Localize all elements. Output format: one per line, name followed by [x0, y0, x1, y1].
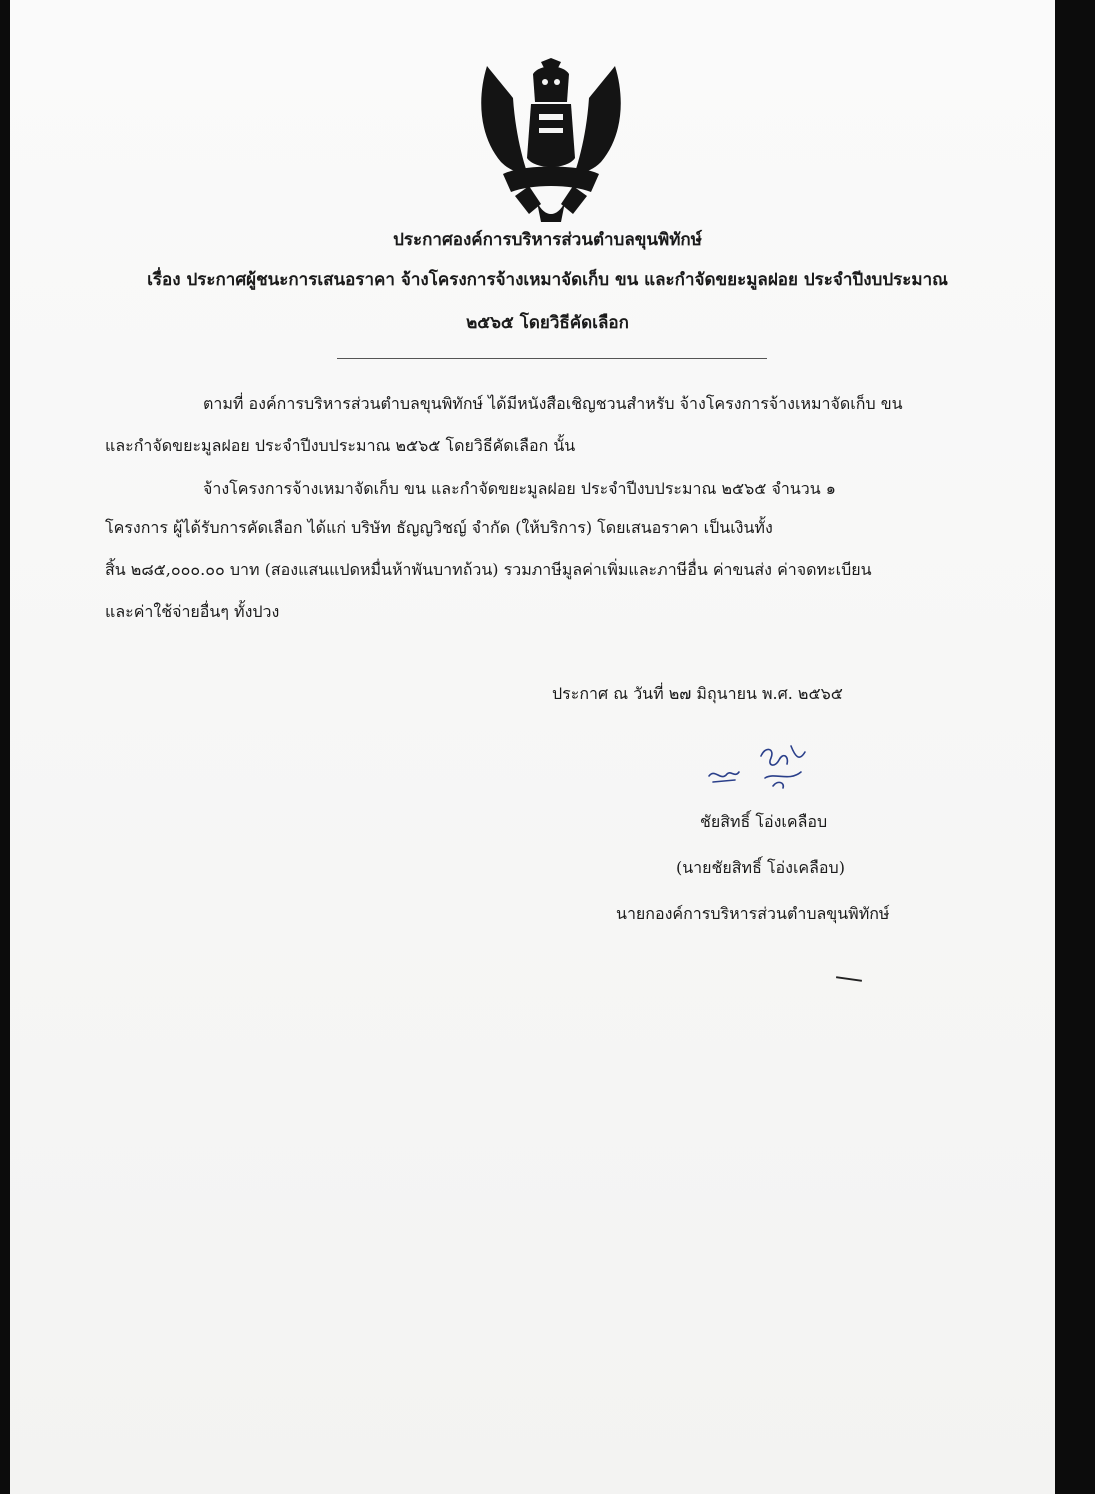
- document-page: [10, 0, 1055, 1494]
- announcement-subject: เรื่อง ประกาศผู้ชนะการเสนอราคา จ้างโครงการจ้างเหมาจัดเก็บ ขน และกำจัดขยะมูลฝอย ประจำปีงบประมาณ: [147, 270, 948, 290]
- announcement-subject-continued: ๒๕๖๕ โดยวิธีคัดเลือก: [466, 313, 629, 333]
- body-paragraph-1-continued: และกำจัดขยะมูลฝอย ประจำปีงบประมาณ ๒๕๖๕ โดยวิธีคัดเลือก นั้น: [105, 436, 576, 455]
- body-paragraph-2-continued: โครงการ ผู้ได้รับการคัดเลือก ได้แก่ บริษัท ธัญญวิชญ์ จำกัด (ให้บริการ) โดยเสนอราคา เป็นเงินทั้ง: [105, 518, 773, 537]
- announcement-title: ประกาศองค์การบริหารส่วนตำบลขุนพิทักษ์: [393, 230, 702, 250]
- handwritten-signature: [705, 742, 815, 792]
- signatory-name: ชัยสิทธิ์ โอ่งเคลือบ: [700, 812, 828, 831]
- garuda-emblem-icon: [475, 58, 627, 222]
- body-paragraph-2: จ้างโครงการจ้างเหมาจัดเก็บ ขน และกำจัดขยะมูลฝอย ประจำปีงบประมาณ ๒๕๖๕ จำนวน ๑: [203, 479, 836, 498]
- title-divider: [337, 358, 767, 359]
- signatory-position: นายกองค์การบริหารส่วนตำบลขุนพิทักษ์: [616, 904, 890, 923]
- signatory-full-name: (นายชัยสิทธิ์ โอ่งเคลือบ): [676, 858, 845, 877]
- body-paragraph-2-amount: สิ้น ๒๘๕,๐๐๐.๐๐ บาท (สองแสนแปดหมื่นห้าพันบาทถ้วน) รวมภาษีมูลค่าเพิ่มและภาษีอื่น ค่าขนส่ง ค่าจดทะเบียน: [105, 560, 872, 579]
- announcement-date: ประกาศ ณ วันที่ ๒๗ มิถุนายน พ.ศ. ๒๕๖๕: [552, 684, 843, 703]
- body-paragraph-2-end: และค่าใช้จ่ายอื่นๆ ทั้งปวง: [105, 602, 280, 621]
- body-paragraph-1: ตามที่ องค์การบริหารส่วนตำบลขุนพิทักษ์ ได้มีหนังสือเชิญชวนสำหรับ จ้างโครงการจ้างเหมาจัดเก็บ ขน: [203, 394, 903, 413]
